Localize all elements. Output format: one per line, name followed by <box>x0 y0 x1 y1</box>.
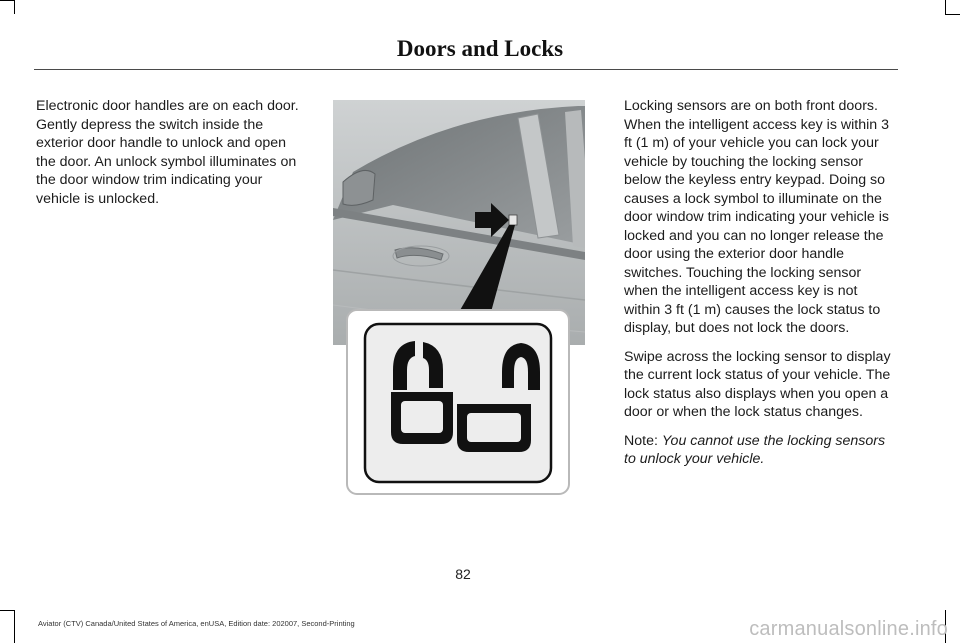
crop-mark <box>0 610 14 611</box>
crop-mark <box>14 610 15 643</box>
crop-mark <box>14 0 15 14</box>
note-text: You cannot use the locking sensors to unlock your vehicle. <box>624 432 886 467</box>
right-paragraph-1: Locking sensors are on both front doors. When the intelligent access key is within 3 ft (1 m) of your vehicle you can lock your vehicle by touching the locking sensor below the keyless entry keypad. Doing so causes a lock symbol to illuminate on the door window trim indicating your vehicle is locked and you can no longer release the door using the exterior door handle switches. Touching the locking sensor when the intelligent access key is not within 3 ft (1 m) causes the lock status to display, but does not lock the doors. <box>624 98 889 336</box>
page-title: Doors and Locks <box>396 36 564 61</box>
note-label: Note: <box>624 432 658 449</box>
crop-mark <box>945 14 960 15</box>
left-paragraph: Electronic door handles are on each door. Gently depress the switch inside the exterior door handle to unlock and open the door. An unlock symbol illuminates on the door window trim indicating your vehicle is unlocked. <box>36 98 299 207</box>
footer-text: Aviator (CTV) Canada/United States of America, enUSA, Edition date: 202007, Second-Printing <box>38 619 355 628</box>
left-column <box>36 97 308 218</box>
watermark: carmanualsonline.info <box>749 618 948 640</box>
page-number: 82 <box>455 566 471 582</box>
crop-mark <box>0 0 14 1</box>
right-paragraph-2: Swipe across the locking sensor to display the current lock status of your vehicle. The lock status also displays when you open a door or when the lock status changes. <box>624 348 891 420</box>
header-rule <box>34 69 898 70</box>
note <box>624 432 896 469</box>
crop-mark <box>945 0 946 14</box>
right-column <box>624 97 896 479</box>
door-lock-illustration <box>333 100 585 498</box>
